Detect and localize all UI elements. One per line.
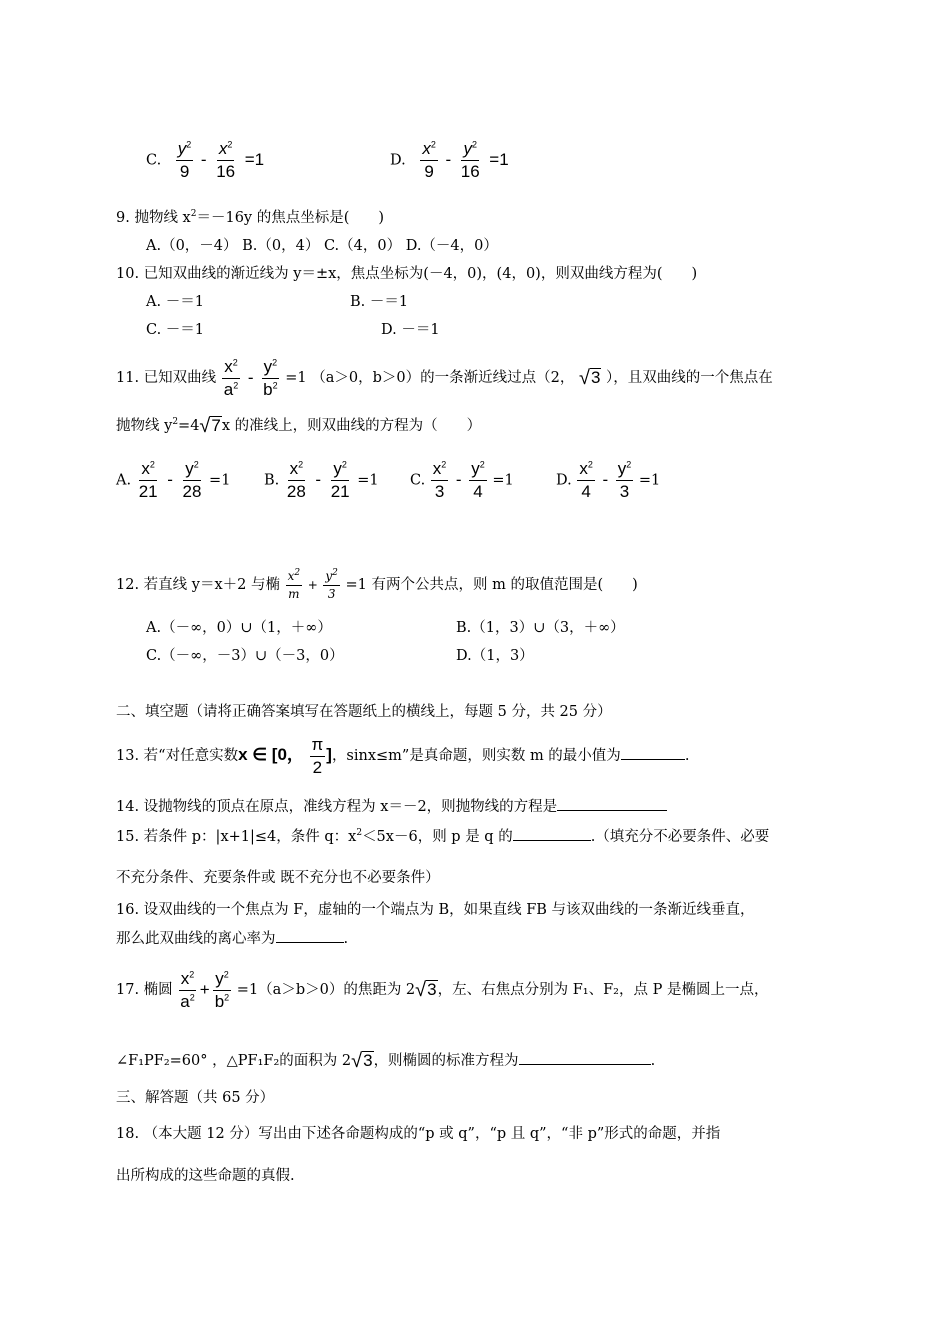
pi-over-2: $\frac{\pi}{2}$ [311, 734, 324, 777]
answer-blank[interactable] [621, 745, 685, 760]
option-label: C. [146, 152, 162, 169]
fraction: $\frac{y^2}{b^2}$ [263, 356, 278, 399]
fraction: $\frac{y^2}{3}$ [617, 459, 632, 501]
section-2-heading: 二、填空题（请将正确答案填写在答题纸上的横线上，每题 5 分，共 25 分） [116, 704, 612, 720]
answer-blank[interactable] [519, 1050, 651, 1065]
q15-line2: 不充分条件、充要条件或 既不充分也不必要条件） [116, 870, 440, 886]
sqrt-7: √ 7 [199, 415, 221, 437]
fraction: $\frac{x^2}{a^2}$ [180, 968, 195, 1011]
q18-line1: 18. （本大题 12 分）写出由下述各命题构成的“p 或 q”，“p 且 q”，“非 p”形式的命题，并指 [116, 1126, 721, 1142]
q14: 14. 设抛物线的顶点在原点，准线方程为 x＝－2，则抛物线的方程是 [116, 796, 667, 817]
fraction: $\frac{x^2}{16}$ [216, 139, 236, 181]
q16-line1: 16. 设双曲线的一个焦点为 F，虚轴的一个端点为 B，如果直线 FB 与该双曲线的一条渐近线垂直， [116, 902, 755, 918]
fraction: $\frac{x^2}{3}$ [432, 459, 447, 501]
section-3-heading: 三、解答题（共 65 分） [116, 1090, 275, 1106]
q9-options: A.（0，－4） B.（0，4） C.（4，0） D.（－4，0） [146, 238, 498, 254]
fraction: $\frac{y^2}{9}$ [177, 139, 192, 181]
q12-option-d: D.（1，3） [456, 648, 534, 664]
q10-option-c: C. －＝1 [146, 322, 205, 338]
q9-stem: 9. 抛物线 $x^2=-16y$ 的焦点坐标是( ) [116, 209, 385, 226]
q10-option-d: D. －＝1 [381, 322, 440, 338]
fraction: $\frac{y^2}{3}$ [325, 567, 338, 601]
q12-option-b: B.（1，3）∪（3，＋∞） [456, 620, 625, 636]
sqrt-3: √ 3 [351, 1050, 373, 1072]
answer-blank[interactable] [276, 928, 344, 943]
q11-option-b: B. $\frac{x^2}{28}$ - $\frac{y^2}{21}$ =1 [264, 459, 379, 501]
q10-option-a: A. －＝1 [146, 294, 204, 310]
sqrt-3: √ 3 [415, 979, 437, 1001]
fraction: $\frac{x^2}{21}$ [138, 459, 158, 501]
answer-blank[interactable] [557, 796, 667, 811]
fraction: $\frac{y^2}{4}$ [471, 459, 485, 501]
fraction: $\frac{x^2}{m}$ [287, 567, 301, 601]
q18-line2: 出所构成的这些命题的真假. [116, 1168, 295, 1184]
q11-option-c: C. $\frac{x^2}{3}$ - $\frac{y^2}{4}$ =1 [410, 459, 514, 501]
q12-option-a: A.（－∞，0）∪（1，＋∞） [146, 620, 332, 636]
q15: 15. 若条件 p：|x+1|≤4，条件 q：$x^2<5x-6$，则 p 是 q 的 .（填充分不必要条件、必要 [116, 826, 769, 847]
fraction: $\frac{y^2}{21}$ [330, 459, 350, 501]
q10-option-b: B. －＝1 [350, 294, 409, 310]
q11-option-a: A. $\frac{x^2}{21}$ - $\frac{y^2}{28}$ =1 [116, 459, 231, 501]
fraction: $\frac{x^2}{28}$ [286, 459, 306, 501]
fraction: $\frac{y^2}{16}$ [460, 139, 480, 181]
q17: 17. 椭圆 $\frac{x^2}{a^2}$ + $\frac{y^2}{b^2}$ =1（a＞b＞0）的焦距为 2 √ 3 ，左、右焦点分别为 F₁、F₂，点 P 是椭圆上一点， [116, 968, 769, 1011]
answer-blank[interactable] [513, 826, 591, 841]
fraction: $\frac{x^2}{9}$ [422, 139, 436, 181]
q8-option-c: C. $\frac{y^2}{9}$ - $\frac{x^2}{16}$ =1 [146, 139, 265, 181]
q11-stem: 11. 已知双曲线 $\frac{x^2}{a^2}$ - $\frac{y^2}{b^2}$ =1 （a＞0，b＞0）的一条渐近线过点（2， √ 3 ），且双曲线的一个焦点在 [116, 356, 773, 399]
fraction: $\frac{x^2}{4}$ [579, 459, 593, 501]
q12-option-c: C.（－∞，－3）∪（－3，0） [146, 648, 344, 664]
q10-stem: 10. 已知双曲线的渐近线为 y＝±x，焦点坐标为(－4，0)，(4，0)，则双曲线方程为( ) [116, 266, 698, 282]
q12-stem: 12. 若直线 y＝x＋2 与椭 $\frac{x^2}{m}$ + $\frac{y^2}{3}$ =1 有两个公共点，则 m 的取值范围是( ) [116, 567, 638, 601]
fraction: $\frac{x^2}{a^2}$ [223, 356, 239, 399]
q11-line2: 抛物线 $y^2=4$ √ 7 x 的准线上，则双曲线的方程为（ ） [116, 415, 482, 437]
q17-line2: ∠F₁PF₂=60° ，△PF₁F₂的面积为 2 √ 3 ，则椭圆的标准方程为 . [116, 1050, 656, 1072]
sqrt-3: √ 3 [578, 367, 601, 389]
q11-option-d: D. $\frac{x^2}{4}$ - $\frac{y^2}{3}$ =1 [556, 459, 661, 501]
fraction: $\frac{y^2}{28}$ [182, 459, 202, 501]
option-label: D. [390, 152, 406, 169]
q8-option-d: D. $\frac{x^2}{9}$ - $\frac{y^2}{16}$ =1 [390, 139, 509, 181]
q16-line2: 那么此双曲线的离心率为 . [116, 928, 348, 949]
q13: 13. 若“对任意实数x ∈ [0， $\frac{\pi}{2}$ ]，sinx≤m”是真命题，则实数 m 的最小值为 . [116, 734, 690, 777]
fraction: $\frac{y^2}{b^2}$ [214, 968, 230, 1011]
